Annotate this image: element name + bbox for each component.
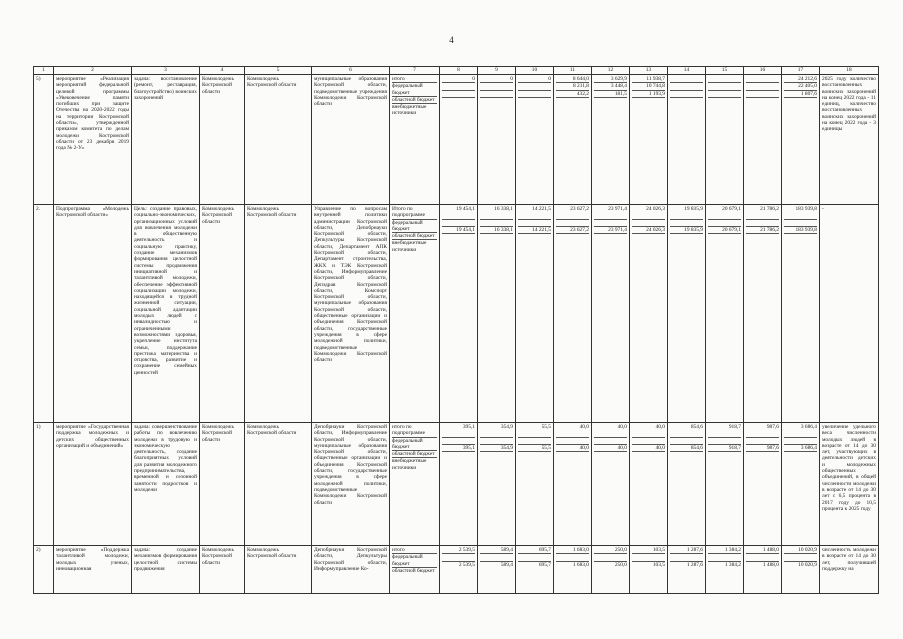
funding-value: 1 384,2 <box>708 547 741 554</box>
funding-value: 854,6 <box>670 424 703 438</box>
funding-value <box>670 220 703 227</box>
funding-value <box>480 220 513 227</box>
funding-value <box>708 220 741 227</box>
funding-value <box>746 234 779 240</box>
funding-value: 2 539,5 <box>458 561 475 568</box>
funding-value <box>746 220 779 227</box>
funding-value <box>518 554 551 561</box>
funding-values-col-8 <box>440 423 478 546</box>
page-number: 4 <box>449 35 454 45</box>
funding-source-label: областной бюджет <box>392 97 437 104</box>
funding-source-label: итого <box>392 547 437 554</box>
funding-source-label: федеральный бюджет <box>392 220 437 234</box>
funding-value <box>632 452 665 458</box>
table-row <box>34 75 879 205</box>
funding-value: 40,0 <box>556 445 589 452</box>
funding-value <box>670 452 703 458</box>
funding-value: 103,5 <box>652 561 665 568</box>
funding-value <box>594 438 627 445</box>
funding-values-col-15 <box>706 205 744 423</box>
measure-task: задача: совершенствование работы по вовлечению молодежи в трудовую и экономическую деятельность, создание благоприятных условий для развития молодежного предпринимательства, временной и сезонной занятости подростков и молодежи <box>132 423 200 546</box>
funding-value: 24 026,3 <box>632 206 665 220</box>
column-number-3: 3 <box>132 67 200 75</box>
funding-value: 8 211,8 <box>556 83 589 90</box>
funding-value <box>556 220 589 227</box>
funding-values-col-9 <box>478 205 516 423</box>
column-number-2: 2 <box>54 67 132 75</box>
funding-value <box>518 438 551 445</box>
funding-value: 1 287,6 <box>670 547 703 554</box>
expected-result: численность молодежи в возрасте от 14 до 30 лет, получившей поддержку на <box>820 546 879 594</box>
funding-value <box>632 554 665 561</box>
funding-value <box>556 452 589 458</box>
funding-value: 19 454,1 <box>442 227 475 234</box>
column-number-14: 14 <box>668 67 706 75</box>
measure-name: мероприятие «Поддержка талантливой молодежи, молодых ученых, инновационная <box>54 546 132 594</box>
funding-value: 395,1 <box>442 424 475 438</box>
funding-value <box>670 98 703 104</box>
funding-values-col-10 <box>516 546 554 594</box>
funding-value <box>670 76 703 83</box>
measure-name: Подпрограмма «Молодежь Костромской области» <box>54 205 132 423</box>
column-number-12: 12 <box>592 67 630 75</box>
table-row <box>34 546 879 594</box>
funding-values-col-17 <box>782 423 820 546</box>
measure-task: задача: восстановление (ремонт, реставрация, благоустройство) воинских захоронений <box>132 75 200 205</box>
funding-value: 2 539,5 <box>442 547 475 554</box>
funding-source-label: Итого по подпрограмме <box>392 206 437 220</box>
funding-value <box>518 452 551 458</box>
funding-value: 23 627,2 <box>556 227 589 234</box>
funding-value: 8 644,0 <box>556 76 589 83</box>
funding-source-label: федеральный бюджет <box>392 554 437 568</box>
funding-value: 103,5 <box>632 547 665 554</box>
funding-sources <box>390 423 440 546</box>
funding-value: 3 629,9 <box>594 76 627 83</box>
funding-value: 1 193,9 <box>632 91 665 98</box>
funding-value: 40,0 <box>632 445 665 452</box>
funding-value <box>518 98 551 104</box>
funding-value <box>594 98 627 104</box>
funding-value: 183 939,8 <box>784 206 817 220</box>
funding-values-col-9 <box>478 423 516 546</box>
funding-value: 1 488,0 <box>746 547 779 554</box>
funding-value <box>556 98 589 104</box>
funding-value <box>518 83 551 90</box>
funding-value <box>632 234 665 240</box>
funding-value <box>594 234 627 240</box>
responsible-executor: Коммолодежь Костромской области <box>200 546 245 594</box>
column-number-row <box>34 67 879 75</box>
funding-values-col-11 <box>554 546 592 594</box>
funding-value <box>632 220 665 227</box>
funding-value: 16 338,1 <box>480 206 513 220</box>
column-number-4: 4 <box>200 67 245 75</box>
funding-value: 0 <box>518 76 551 83</box>
funding-value <box>442 91 475 98</box>
funding-value <box>442 438 475 445</box>
funding-values-col-12 <box>592 205 630 423</box>
funding-values-col-12 <box>592 546 630 594</box>
funding-value <box>708 554 741 561</box>
row-number: 1) <box>34 423 54 546</box>
funding-value: 21 786,2 <box>746 227 779 234</box>
funding-value: 181,5 <box>594 91 627 98</box>
funding-value <box>442 220 475 227</box>
funding-value: 3 686,4 <box>784 445 817 452</box>
funding-values-col-8 <box>440 75 478 205</box>
funding-value: 354,9 <box>480 424 513 438</box>
funding-values-col-10 <box>516 423 554 546</box>
funding-value <box>784 452 817 458</box>
row-number: 2. <box>34 205 54 423</box>
funding-values-col-15 <box>706 546 744 594</box>
funding-value: 19 454,1 <box>442 206 475 220</box>
column-number-18: 18 <box>820 67 879 75</box>
funding-values-col-8 <box>440 546 478 594</box>
column-number-5: 5 <box>245 67 312 75</box>
funding-values-col-13 <box>630 423 668 546</box>
funding-value <box>708 83 741 90</box>
expected-result: увеличение удельного веса численности молодых людей в возрасте от 14 до 30 лет, участвующих в деятельности детских и молодежных общественных объединений, в общей численности молодежи в возрасте от 14 до 30 лет с 6,5 процента в 2017 году до 10,5 процента к 2025 году <box>820 423 879 546</box>
executor: Коммолодежь Костромской области <box>245 205 312 423</box>
funding-source-label: внебюджетные источники <box>392 104 427 117</box>
funding-value: 1 488,0 <box>762 561 779 568</box>
measure-task: задача: создание механизмов формирования целостной системы продвижения <box>132 546 200 594</box>
funding-value: 918,7 <box>708 424 741 438</box>
funding-value <box>708 438 741 445</box>
funding-value: 40,0 <box>594 445 627 452</box>
funding-values-col-15 <box>706 423 744 546</box>
funding-value: 14 221,5 <box>518 206 551 220</box>
funding-values-col-14 <box>668 75 706 205</box>
table-row <box>34 205 879 423</box>
table-row <box>34 423 879 546</box>
funding-value: 395,1 <box>442 445 475 452</box>
funding-values-col-17 <box>782 205 820 423</box>
funding-values-col-10 <box>516 205 554 423</box>
funding-value <box>442 234 475 240</box>
funding-value: 10 020,9 <box>784 547 817 554</box>
funding-value: 21 786,2 <box>746 206 779 220</box>
funding-value: 918,7 <box>708 445 741 452</box>
funding-values-col-9 <box>478 75 516 205</box>
funding-source-label: итого <box>392 76 437 83</box>
funding-values-col-13 <box>630 546 668 594</box>
funding-value: 3 448,4 <box>594 83 627 90</box>
funding-value: 354,9 <box>480 445 513 452</box>
program-table <box>33 66 879 594</box>
expected-result: - <box>820 205 879 423</box>
funding-value <box>708 452 741 458</box>
funding-value: 40,0 <box>594 424 627 438</box>
executor: Коммолодежь Костромской области <box>245 546 312 594</box>
funding-sources <box>390 546 440 594</box>
responsible-executor: Коммолодежь Костромской области <box>200 75 245 205</box>
funding-value: 0 <box>480 76 513 83</box>
funding-value <box>594 452 627 458</box>
column-number-8: 8 <box>440 67 478 75</box>
funding-values-col-8 <box>440 205 478 423</box>
funding-value: 250,0 <box>614 561 627 568</box>
funding-value <box>480 234 513 240</box>
funding-value <box>708 91 741 98</box>
funding-value: 854,6 <box>670 445 703 452</box>
funding-value <box>708 76 741 83</box>
funding-source-label: областной бюджет <box>392 451 437 458</box>
funding-value <box>480 98 513 104</box>
co-executors: Управление по вопросам внутренней политики администрации Костромской области, Депобрнауки Костромской области, Депкультуры Костромской области, Департамент АПК Костромской области, Департамент строительства, ЖКХ и ТЭК Костромской области, Информуправление Костромской области, Депздрав Костромской области, Комспорт Костромской области, муниципальные образования Костромской области, общественные организации и объединения Костромской области, государственные учреждения в сфере молодежной политики, подведомственные Коммолодежи Костромской области <box>312 205 390 423</box>
funding-value: 695,7 <box>538 561 551 568</box>
funding-values-col-14 <box>668 205 706 423</box>
funding-value: 589,4 <box>480 547 513 554</box>
funding-value <box>708 234 741 240</box>
funding-source-label: областной бюджет <box>392 233 437 240</box>
funding-value: 183 939,8 <box>784 227 817 234</box>
funding-values-col-14 <box>668 423 706 546</box>
funding-value <box>480 83 513 90</box>
expected-result: 2025 году количество восстановленных воинских захоронений на конец 2022 года - 11 единиц, количество восстановленных воинских захоронений на конец 2022 года - 3 единицы <box>820 75 879 205</box>
funding-value <box>556 554 589 561</box>
funding-value <box>670 91 703 98</box>
funding-value <box>442 83 475 90</box>
funding-value: 20 679,1 <box>708 227 741 234</box>
funding-source-label: внебюджетные источники <box>392 458 427 471</box>
row-number: 5) <box>34 75 54 205</box>
funding-value: 55,5 <box>518 424 551 438</box>
responsible-executor: Коммолодежь Костромской области <box>200 423 245 546</box>
funding-value <box>632 98 665 104</box>
funding-value <box>480 554 513 561</box>
funding-value <box>746 98 779 104</box>
funding-values-col-17 <box>782 75 820 205</box>
funding-value: 19 835,9 <box>670 206 703 220</box>
funding-value <box>556 438 589 445</box>
funding-value: 1 683,0 <box>556 547 589 554</box>
funding-value <box>518 220 551 227</box>
funding-values-col-13 <box>630 205 668 423</box>
funding-value: 23 971,4 <box>594 227 627 234</box>
funding-value: 1 384,2 <box>724 561 741 568</box>
funding-values-col-11 <box>554 75 592 205</box>
funding-value <box>442 98 475 104</box>
co-executors: Депобрнауки Костромской области, Информуправление Костромской области, муниципальные образования Костромской области, общественные организации и объединения Костромской области, государственные учреждения в сфере молодежной политики, подведомственные Коммолодежи Костромской области <box>312 423 390 546</box>
funding-value: 22 405,0 <box>784 83 817 90</box>
funding-value <box>708 98 741 104</box>
funding-value <box>746 76 779 83</box>
funding-source-label: областной бюджет <box>392 567 435 574</box>
funding-sources <box>390 205 440 423</box>
column-number-13: 13 <box>630 67 668 75</box>
funding-value <box>670 554 703 561</box>
funding-value <box>784 438 817 445</box>
measure-name: мероприятие «Реализация мероприятий федеральной целевой программы «Увековечение памяти погибших при защите Отечества на 2020-2022 годы на территории Костромской области», утвержденной приказом комитета по делам молодежи Костромской области от 23 декабря 2019 года № 2-У» <box>54 75 132 205</box>
funding-value <box>480 91 513 98</box>
funding-value: 24 026,3 <box>632 227 665 234</box>
funding-source-label: федеральный бюджет <box>392 83 437 97</box>
funding-value <box>746 554 779 561</box>
funding-value: 1 287,6 <box>686 561 703 568</box>
funding-values-col-16 <box>744 546 782 594</box>
funding-values-col-11 <box>554 205 592 423</box>
funding-value: 1 807,6 <box>784 91 817 98</box>
funding-values-col-13 <box>630 75 668 205</box>
funding-value <box>784 98 817 104</box>
column-number-17: 17 <box>782 67 820 75</box>
funding-value <box>442 452 475 458</box>
funding-value <box>670 83 703 90</box>
funding-value: 23 971,4 <box>594 206 627 220</box>
column-number-7: 7 <box>390 67 440 75</box>
funding-values-col-10 <box>516 75 554 205</box>
column-number-1: 1 <box>34 67 54 75</box>
funding-value <box>442 554 475 561</box>
funding-values-col-14 <box>668 546 706 594</box>
funding-value: 55,5 <box>518 445 551 452</box>
funding-values-col-17 <box>782 546 820 594</box>
funding-value <box>556 234 589 240</box>
column-number-16: 16 <box>744 67 782 75</box>
funding-value <box>632 438 665 445</box>
funding-value <box>670 438 703 445</box>
funding-values-col-12 <box>592 423 630 546</box>
funding-value <box>746 91 779 98</box>
co-executors: Депобрнауки Костромской области, Депкультуры Костромской области, Информуправление Ко- <box>312 546 390 594</box>
funding-value: 1 683,0 <box>572 561 589 568</box>
funding-values-col-16 <box>744 423 782 546</box>
funding-value: 432,2 <box>556 91 589 98</box>
funding-value <box>594 220 627 227</box>
funding-value <box>784 554 817 561</box>
funding-value <box>784 220 817 227</box>
funding-value <box>480 452 513 458</box>
executor: Коммолодежь Костромской области <box>245 423 312 546</box>
funding-value: 19 835,9 <box>670 227 703 234</box>
funding-value: 20 679,1 <box>708 206 741 220</box>
funding-values-col-9 <box>478 546 516 594</box>
funding-values-col-12 <box>592 75 630 205</box>
funding-value: 695,7 <box>518 547 551 554</box>
measure-name: мероприятие «Государственная поддержка молодежных и детских общественных организаций и объединений» <box>54 423 132 546</box>
funding-source-label: итого по подпрограмме <box>392 424 437 438</box>
funding-source-label: федеральный бюджет <box>392 438 437 452</box>
funding-sources <box>390 75 440 205</box>
row-number: 2) <box>34 546 54 594</box>
funding-value: 3 686,4 <box>784 424 817 438</box>
funding-value: 16 338,1 <box>480 227 513 234</box>
funding-value <box>746 452 779 458</box>
funding-value <box>784 234 817 240</box>
funding-value <box>480 438 513 445</box>
column-number-10: 10 <box>516 67 554 75</box>
funding-value: 14 221,5 <box>518 227 551 234</box>
funding-value <box>518 91 551 98</box>
column-number-11: 11 <box>554 67 592 75</box>
funding-value: 589,4 <box>500 561 513 568</box>
funding-value: 10 744,8 <box>632 83 665 90</box>
funding-value: 24 212,6 <box>784 76 817 83</box>
funding-value: 250,0 <box>594 547 627 554</box>
funding-value: 11 938,7 <box>632 76 665 83</box>
executor: Коммолодежь Костромской области <box>245 75 312 205</box>
funding-values-col-16 <box>744 75 782 205</box>
funding-value: 40,0 <box>632 424 665 438</box>
funding-value <box>518 234 551 240</box>
measure-task: Цель: создание правовых, социально-экономических, организационных условий для вовлечения молодежи в общественную деятельность и социальную практику, создание механизмов формирования целостной системы продвижения инициативной и талантливой молодежи, обеспечение эффективной социализации молодежи, находящейся в трудной жизненной ситуации, социальной адаптации молодых людей с инвалидностью и ограниченными возможностями здоровья, укрепление института семьи, поддержание престижа материнства и отцовства, развитие и сохранение семейных ценностей <box>132 205 200 423</box>
funding-value: 987,6 <box>746 445 779 452</box>
funding-value <box>746 438 779 445</box>
funding-value: 23 627,2 <box>556 206 589 220</box>
column-number-9: 9 <box>478 67 516 75</box>
funding-value: 40,0 <box>556 424 589 438</box>
funding-value <box>670 234 703 240</box>
funding-value: 0 <box>442 76 475 83</box>
column-number-15: 15 <box>706 67 744 75</box>
funding-source-label: внебюджетные источники <box>392 240 427 253</box>
funding-values-col-16 <box>744 205 782 423</box>
funding-value <box>594 554 627 561</box>
funding-values-col-11 <box>554 423 592 546</box>
funding-value: 987,6 <box>746 424 779 438</box>
responsible-executor: Коммолодежь Костромской области <box>200 205 245 423</box>
co-executors: муниципальные образования Костромской области, подведомственные учреждения Коммолодежи Костромской области <box>312 75 390 205</box>
column-number-6: 6 <box>312 67 390 75</box>
funding-value <box>746 83 779 90</box>
funding-value: 10 020,9 <box>798 561 817 568</box>
funding-values-col-15 <box>706 75 744 205</box>
